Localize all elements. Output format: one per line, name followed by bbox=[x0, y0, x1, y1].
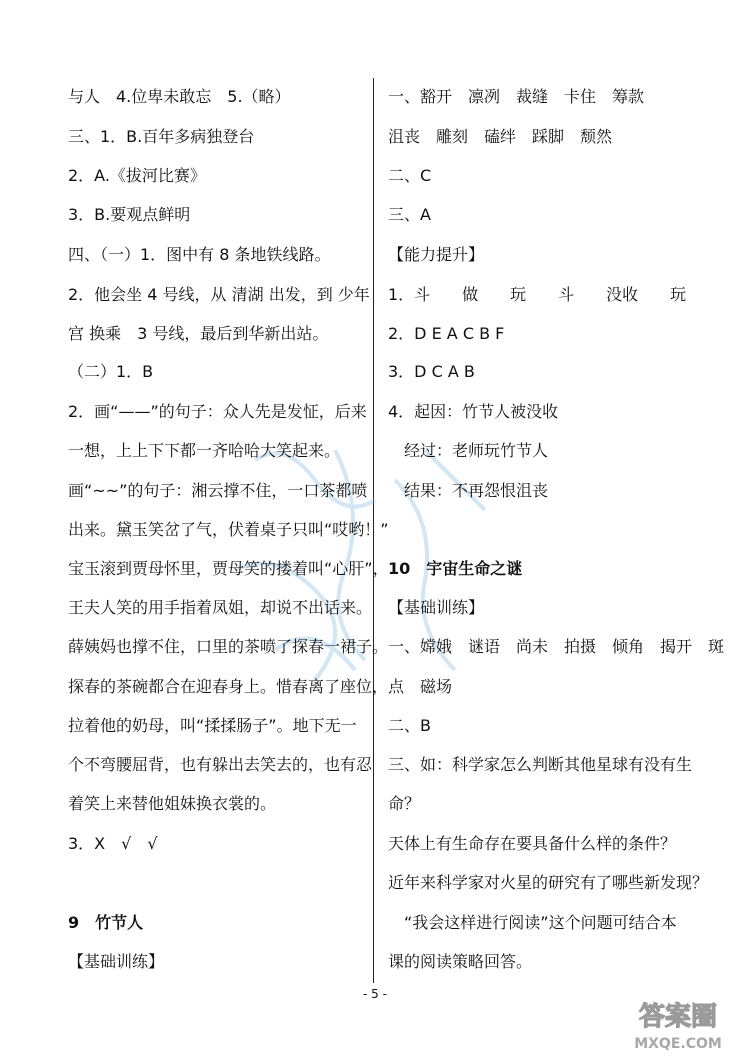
answer-line: 一想，上上下下都一齐哈哈大笑起来。 bbox=[68, 441, 341, 460]
page-number: - 5 - bbox=[363, 987, 387, 1001]
answer-line: 一、嫦娥 谜语 尚未 拍摄 倾角 揭开 斑 bbox=[388, 637, 725, 656]
section-label: 【基础训练】 bbox=[388, 598, 485, 617]
answer-line: 一、豁开 凛冽 裁缝 卡住 筹款 bbox=[388, 87, 645, 106]
answer-line: 宝玉滚到贾母怀里，贾母笑的搂着叫“心肝”， bbox=[68, 559, 389, 578]
answer-line: 近年来科学家对火星的研究有了哪些新发现？ bbox=[388, 873, 709, 892]
answer-line: 王夫人笑的用手指着凤姐，却说不出话来。 bbox=[68, 598, 373, 617]
answer-line: 点 磁场 bbox=[388, 677, 453, 696]
answer-line: 2．A.《拔河比赛》 bbox=[68, 166, 206, 185]
site-logo bbox=[612, 995, 744, 1055]
section-label: 【能力提升】 bbox=[388, 245, 485, 264]
logo-title: 答案圈 bbox=[638, 1002, 718, 1032]
answer-line: 经过：老师玩竹节人 bbox=[388, 441, 549, 460]
answer-line: 沮丧 雕刻 磕绊 踩脚 颓然 bbox=[388, 127, 613, 146]
answer-line: 宫 换乘 3 号线，最后到华新出站。 bbox=[68, 324, 329, 343]
answer-line: 三、如：科学家怎么判断其他星球有没有生 bbox=[388, 755, 693, 774]
answer-line: 二、B bbox=[388, 716, 431, 735]
answer-line: 课的阅读策略回答。 bbox=[388, 952, 533, 971]
section-label: 【基础训练】 bbox=[68, 952, 165, 971]
answer-line: 出来。黛玉笑岔了气，伏着桌子只叫“哎哟！” bbox=[68, 520, 389, 539]
answer-line: 画“~~”的句子：湘云撑不住，一口茶都喷 bbox=[68, 481, 368, 500]
lesson-heading: 9 竹节人 bbox=[68, 913, 144, 932]
answer-line: （二）1．B bbox=[68, 362, 154, 381]
answer-line: 2．他会坐 4 号线，从 清湖 出发，到 少年 bbox=[68, 285, 370, 304]
answer-line: “我会这样进行阅读”这个问题可结合本 bbox=[388, 913, 677, 932]
answer-line: 3．X √ √ bbox=[68, 834, 158, 853]
answer-line: 结果：不再怨恨沮丧 bbox=[388, 481, 549, 500]
logo-subtitle: MXQE.COM bbox=[634, 1036, 722, 1052]
answer-line: 与人 4.位卑未敢忘 5.（略） bbox=[68, 87, 291, 106]
answer-line: 1．斗 做 玩 斗 没收 玩 bbox=[388, 285, 687, 304]
answer-line: 3．D C A B bbox=[388, 362, 475, 381]
answer-line: 拉着他的奶母，叫“揉揉肠子”。地下无一 bbox=[68, 716, 357, 735]
answer-line: 薛姨妈也撑不住，口里的茶喷了探春一裙子。 bbox=[68, 637, 389, 656]
answer-line: 2．D E A C B F bbox=[388, 324, 505, 343]
answer-line: 个不弯腰屈背，也有躲出去笑去的，也有忍 bbox=[68, 755, 373, 774]
answer-line: 三、A bbox=[388, 205, 431, 224]
answer-line: 着笑上来替他姐妹换衣裳的。 bbox=[68, 794, 277, 813]
answer-line: 4．起因：竹节人被没收 bbox=[388, 402, 559, 421]
answer-line: 四、（一）1．图中有 8 条地铁线路。 bbox=[68, 245, 331, 264]
answer-line: 3．B.要观点鲜明 bbox=[68, 205, 191, 224]
answer-line: 2．画“——”的句子：众人先是发怔，后来 bbox=[68, 402, 367, 421]
answer-line: 探春的茶碗都合在迎春身上。惜春离了座位， bbox=[68, 677, 389, 696]
answer-line: 天体上有生命存在要具备什么样的条件？ bbox=[388, 834, 677, 853]
lesson-heading: 10 宇宙生命之谜 bbox=[388, 559, 523, 578]
answer-line: 命？ bbox=[388, 794, 421, 813]
answer-line: 二、C bbox=[388, 166, 432, 185]
answer-line: 三、1．B.百年多病独登台 bbox=[68, 127, 255, 146]
